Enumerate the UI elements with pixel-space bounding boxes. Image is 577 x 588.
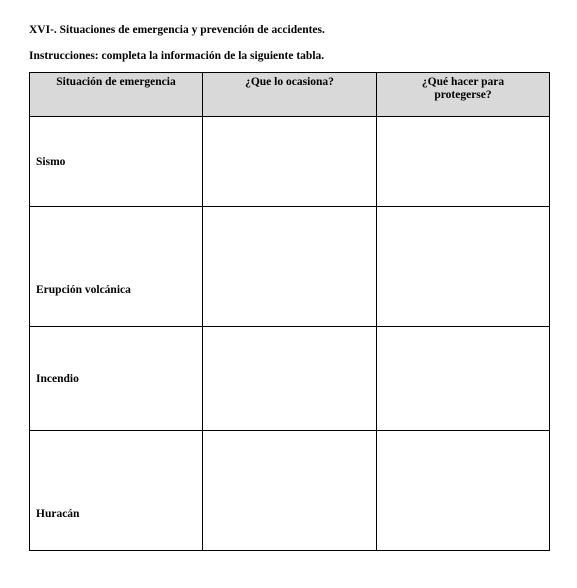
- row-situation-cell: [30, 431, 203, 551]
- row-protection-cell[interactable]: [377, 117, 550, 207]
- row-situation-cell: [30, 207, 203, 327]
- row-situation-label: Incendio: [36, 372, 79, 385]
- row-protection-cell[interactable]: [377, 207, 550, 327]
- document-title: XVI-. Situaciones de emergencia y prevención de accidentes.: [29, 24, 325, 36]
- row-protection-cell[interactable]: [377, 431, 550, 551]
- row-cause-cell[interactable]: [203, 327, 377, 431]
- row-situation-label: Sismo: [36, 155, 66, 168]
- table-row: [30, 431, 550, 551]
- row-cause-cell[interactable]: [203, 117, 377, 207]
- row-situation-cell: [30, 117, 203, 207]
- row-cause-cell[interactable]: [203, 431, 377, 551]
- table-row: [30, 117, 550, 207]
- row-situation-label: Huracán: [36, 508, 80, 520]
- row-situation-cell: [30, 327, 203, 431]
- header-protection: [377, 73, 550, 117]
- header-protection-label: ¿Qué hacer para protegerse?: [421, 76, 505, 101]
- emergency-table: [29, 72, 550, 551]
- instructions-text: Instrucciones: completa la información de la siguiente tabla.: [29, 50, 325, 62]
- header-cause: ¿Que lo ocasiona?: [203, 73, 377, 117]
- header-situation: Situación de emergencia: [30, 73, 203, 117]
- table-row: [30, 207, 550, 327]
- row-situation-label: Erupción volcánica: [36, 284, 131, 296]
- table-header-row: [30, 73, 550, 117]
- row-cause-cell[interactable]: [203, 207, 377, 327]
- table-row: [30, 327, 550, 431]
- row-protection-cell[interactable]: [377, 327, 550, 431]
